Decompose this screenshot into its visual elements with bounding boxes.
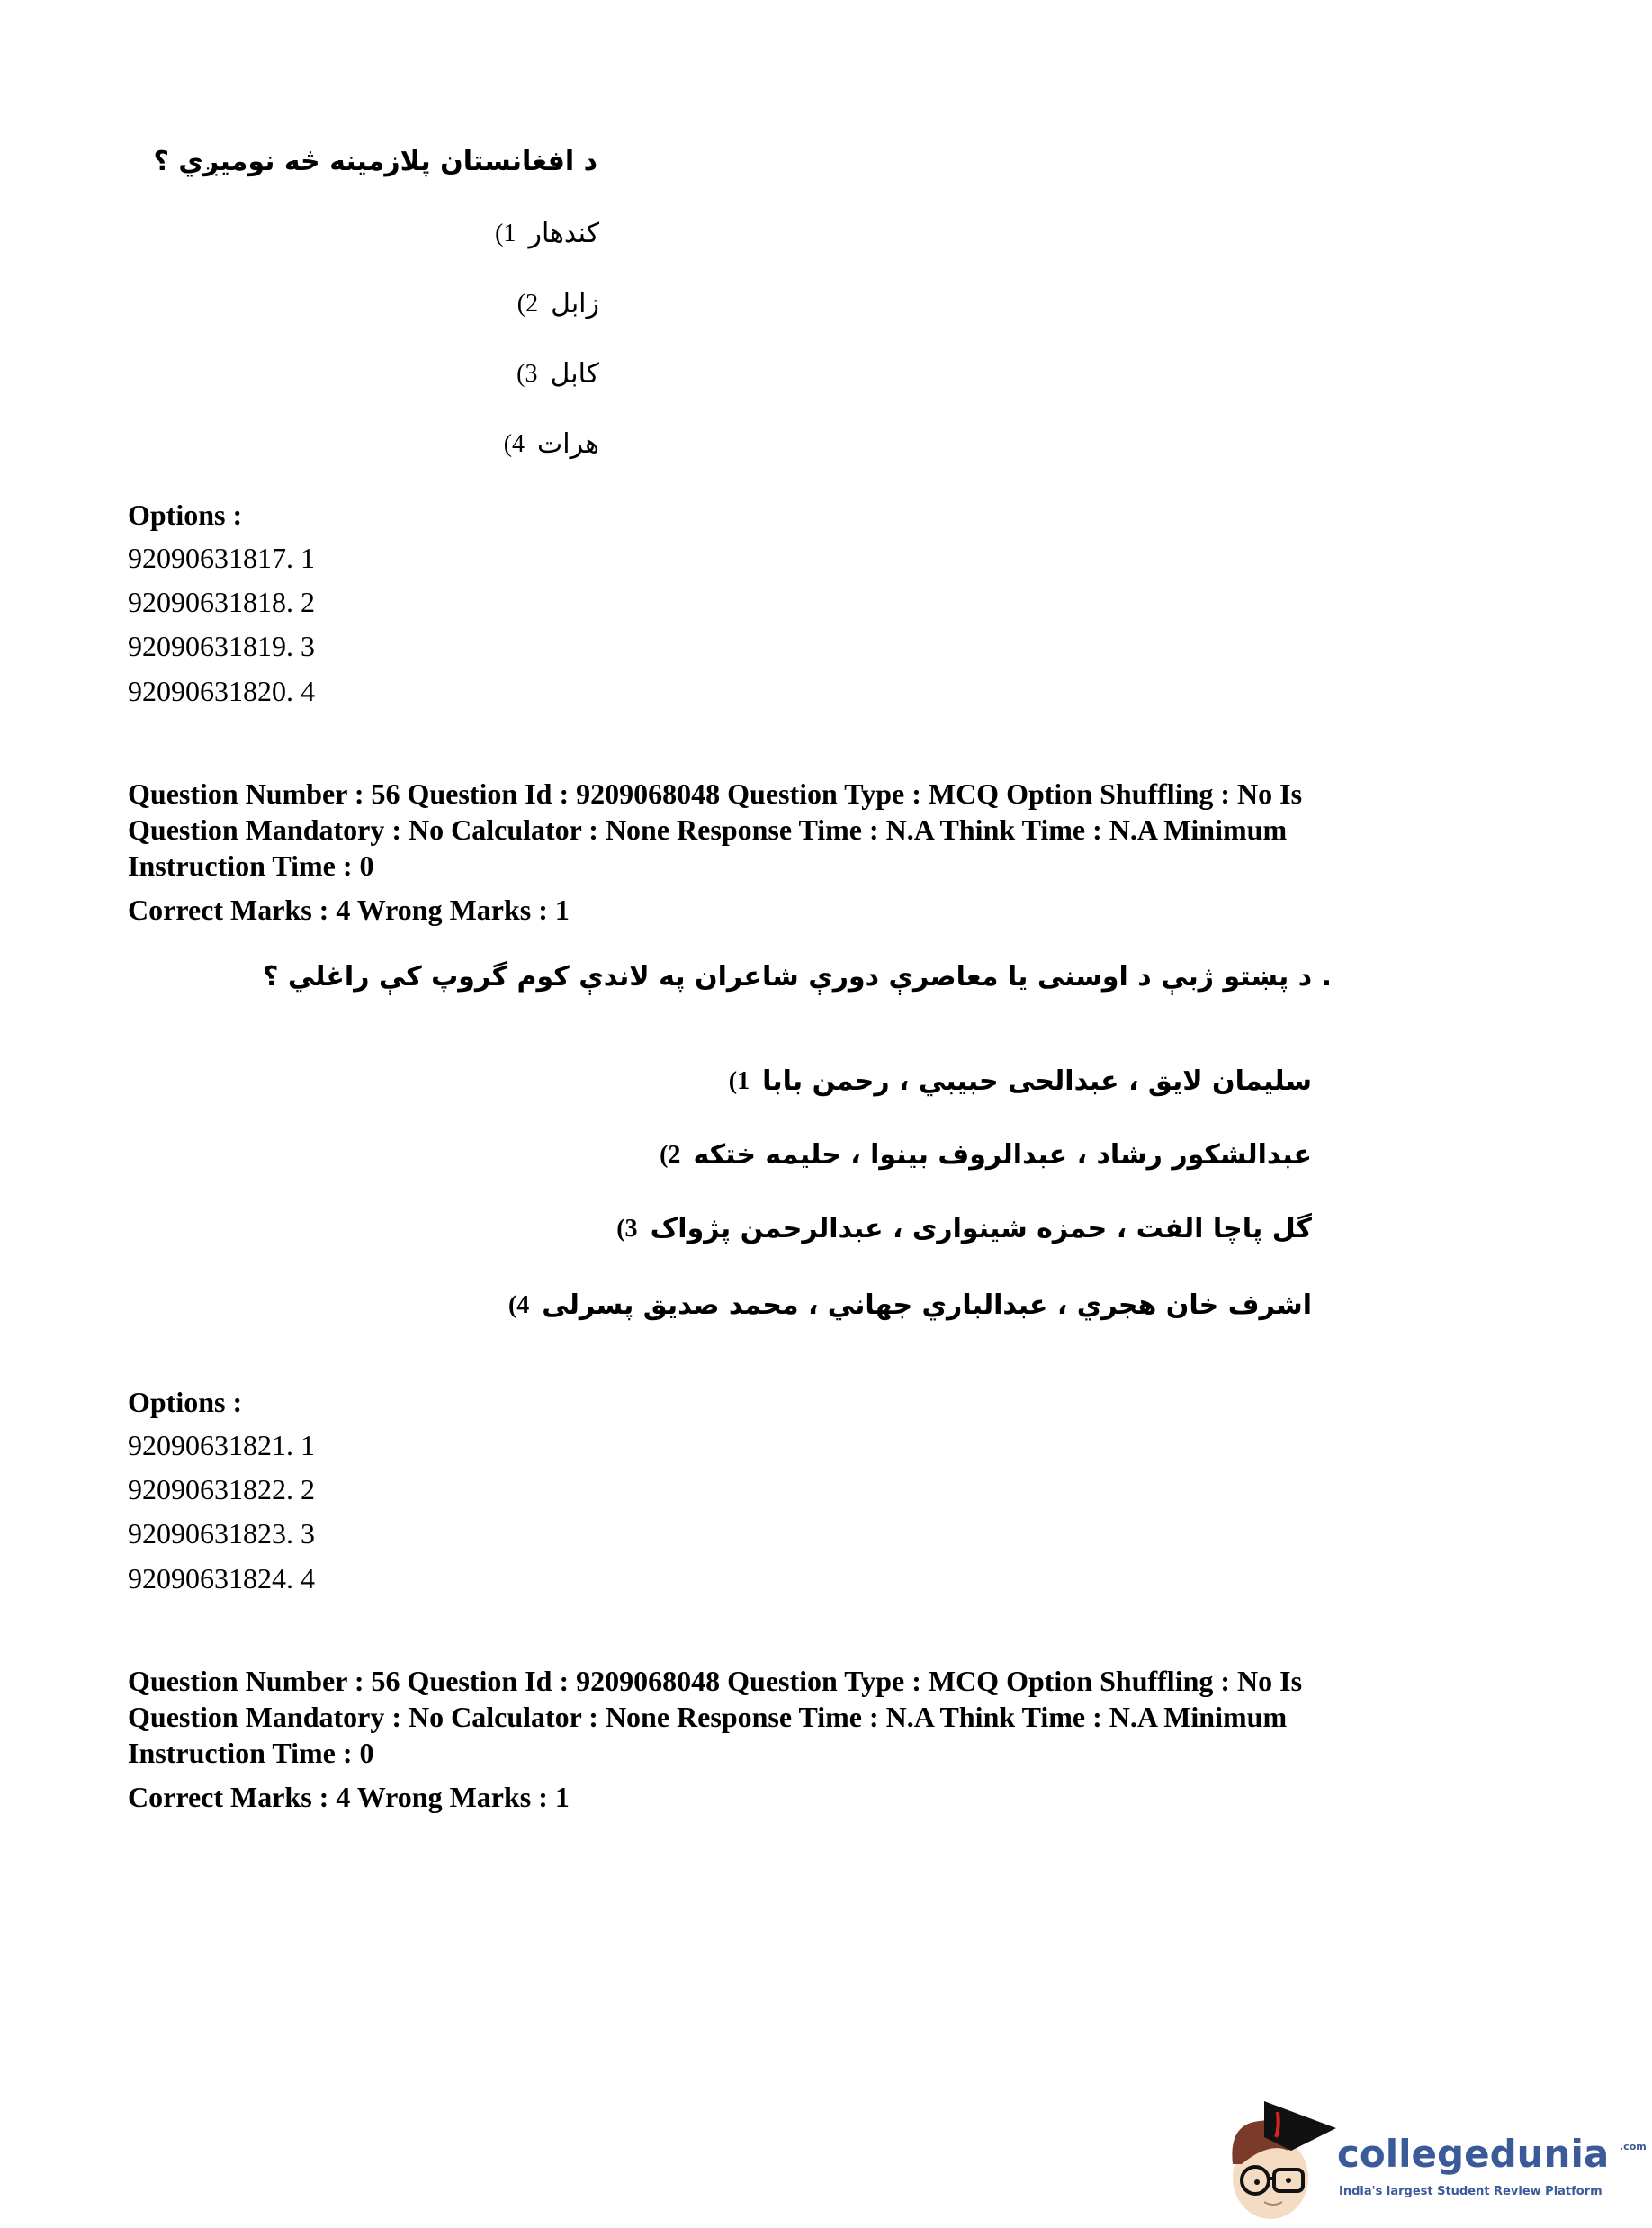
choice-text: عبدالشکور رشاد ، عبدالروف بینوا ، حلیمه ختکه	[693, 1139, 1312, 1171]
question-meta: Question Mandatory : No Calculator : None Response Time : N.A Think Time : N.A Minimum	[128, 813, 1288, 846]
choice-number: (4	[507, 1291, 530, 1319]
question-meta: Question Number : 56 Question Id : 9209068048 Question Type : MCQ Option Shuffling : No Is	[128, 777, 1303, 810]
choice-number: (3	[516, 360, 538, 388]
choice-number: (2	[660, 1141, 681, 1169]
option-id: 92090631820. 4	[128, 675, 315, 707]
logo-tagline: India's largest Student Review Platform	[1339, 2185, 1603, 2198]
choice-number: (1	[495, 220, 516, 247]
choice-4	[504, 425, 599, 464]
mascot-icon	[1224, 2101, 1336, 2223]
choice-number: (3	[616, 1215, 638, 1243]
choice-text: كابل	[550, 358, 599, 390]
marks-info: Correct Marks : 4 Wrong Marks : 1	[128, 1781, 570, 1813]
question-meta: Instruction Time : 0	[128, 849, 374, 882]
collegedunia-logo	[1224, 2101, 1647, 2223]
choice-number: (2	[516, 290, 539, 318]
choice-3	[616, 1209, 1312, 1249]
options-label: Options :	[128, 499, 243, 531]
choice-text: سلیمان لایق ، عبدالحی حبیبي ، رحمن بابا	[762, 1065, 1312, 1097]
logo-brand: collegedunia	[1337, 2132, 1610, 2176]
choice-number: (4	[503, 430, 525, 458]
option-id: 92090631819. 3	[128, 630, 315, 662]
choice-text: هرات	[537, 428, 599, 460]
option-id: 92090631817. 1	[128, 542, 315, 574]
marks-info: Correct Marks : 4 Wrong Marks : 1	[128, 894, 570, 926]
choice-3	[516, 355, 599, 394]
choice-text: اشرف خان هجري ، عبدالباري جهاني ، محمد صدیق پسرلی	[542, 1289, 1312, 1321]
choice-number: (1	[728, 1067, 750, 1095]
option-id: 92090631823. 3	[128, 1517, 315, 1550]
choice-4	[508, 1286, 1312, 1325]
choice-text: زابل	[551, 288, 599, 319]
question-meta: Question Number : 56 Question Id : 9209068048 Question Type : MCQ Option Shuffling : No Is	[128, 1665, 1303, 1697]
choice-2	[660, 1136, 1312, 1175]
option-id: 92090631822. 2	[128, 1473, 315, 1505]
choice-text: گل پاچا الفت ، حمزه شینواری ، عبدالرحمن پژواک	[650, 1213, 1312, 1244]
question-text: د افغانستان پلازمینه څه نومیږي ؟	[153, 146, 597, 177]
choice-1	[729, 1062, 1312, 1101]
question-meta: Instruction Time : 0	[128, 1737, 374, 1769]
option-id: 92090631821. 1	[128, 1429, 315, 1461]
options-label: Options :	[128, 1386, 243, 1418]
choice-text: كندهار	[528, 218, 599, 249]
logo-suffix: .com	[1620, 2141, 1647, 2152]
choice-1	[495, 214, 599, 254]
option-id: 92090631818. 2	[128, 586, 315, 618]
option-id: 92090631824. 4	[128, 1562, 315, 1595]
choice-2	[517, 284, 599, 324]
question-meta: Question Mandatory : No Calculator : None Response Time : N.A Think Time : N.A Minimum	[128, 1701, 1288, 1733]
question-text: . د پښتو ژبې د اوسنی یا معاصرې دورې شاعران په لاندې کوم گروپ کې راغلي ؟	[262, 961, 1332, 993]
